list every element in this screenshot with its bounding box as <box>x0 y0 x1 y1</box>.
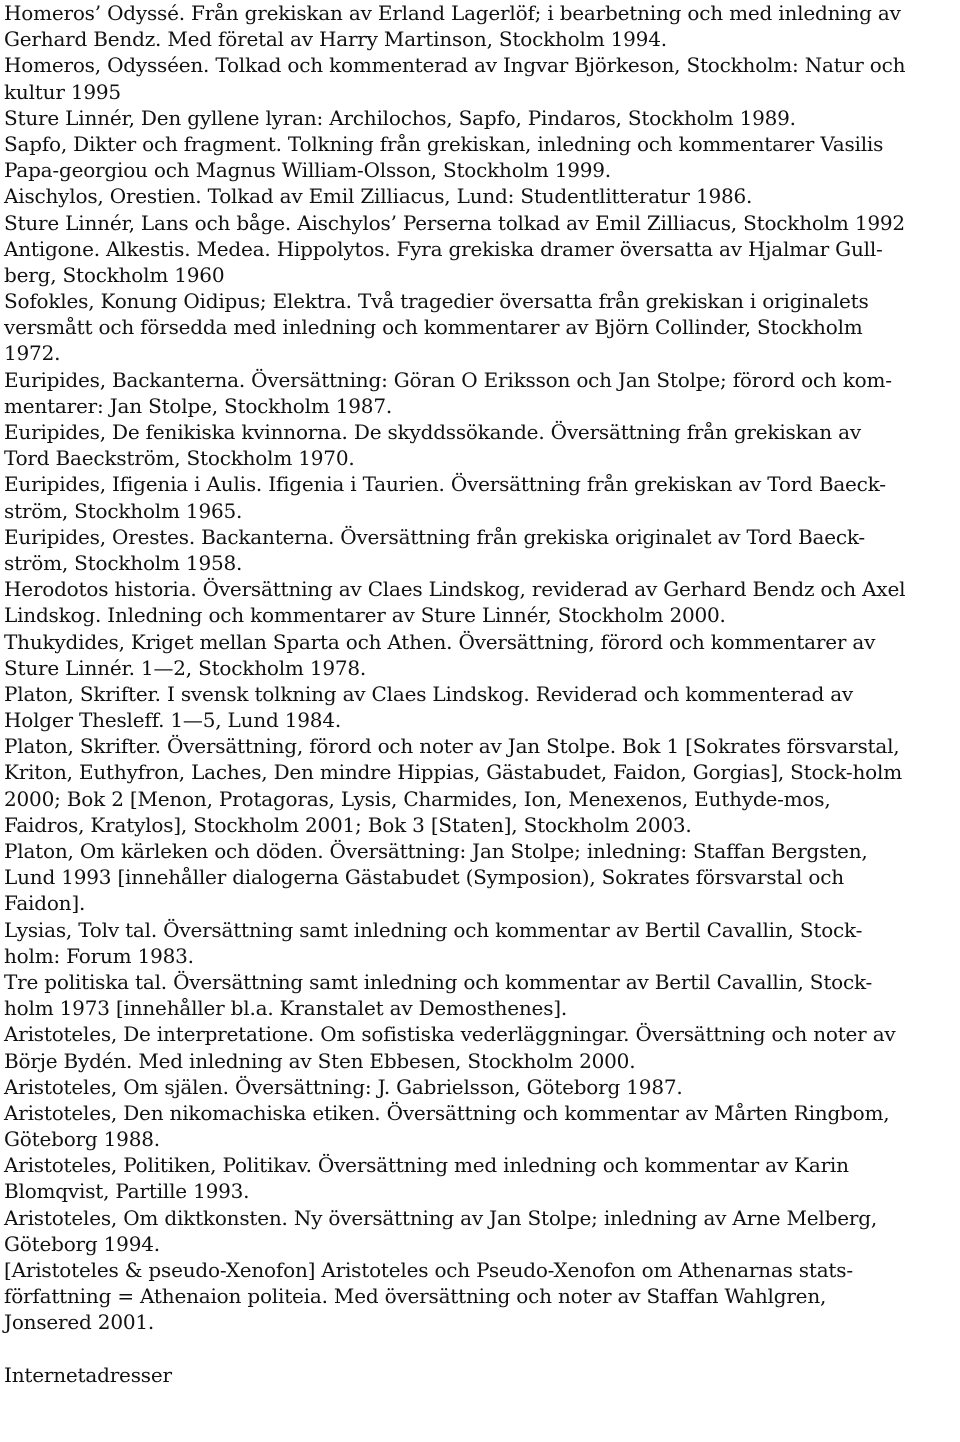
bibliography-line: Jonsered 2001. <box>4 1310 155 1335</box>
bibliography-line: Euripides, De fenikiska kvinnorna. De skyddssökande. Översättning från grekiskan av <box>4 420 861 444</box>
bibliography-line: Holger Thesleff. 1—5, Lund 1984. <box>4 708 342 733</box>
bibliography-line: Euripides, Orestes. Backanterna. Översättning från grekiska originalet av Tord Baeck- <box>4 524 865 549</box>
bibliography-line: Sture Linnér, Den gyllene lyran: Archilochos, Sapfo, Pindaros, Stockholm 1989. <box>4 105 796 130</box>
bibliography-line: Sapfo, Dikter och fragment. Tolkning från grekiskan, inledning och kommentarer Vasilis <box>4 131 884 156</box>
bibliography-line: Aristoteles, De interpretatione. Om sofistiska vederläggningar. Översättning och noter av <box>4 1022 896 1047</box>
bibliography-line: Faidros, Kratylos], Stockholm 2001; Bok 3 [Staten], Stockholm 2003. <box>4 812 692 837</box>
bibliography-line: Aristoteles, Om själen. Översättning: J. Gabrielsson, Göteborg 1987. <box>4 1074 683 1099</box>
bibliography-line: Platon, Om kärleken och döden. Översättning: Jan Stolpe; inledning: Staffan Bergsten, <box>4 839 868 863</box>
bibliography-line: Göteborg 1988. <box>4 1127 160 1152</box>
bibliography-line: Aischylos, Orestien. Tolkad av Emil Zilliacus, Lund: Studentlitteratur 1986. <box>4 184 753 209</box>
bibliography-line: Börje Bydén. Med inledning av Sten Ebbesen, Stockholm 2000. <box>4 1048 636 1073</box>
bibliography-line: Euripides, Ifigenia i Aulis. Ifigenia i Taurien. Översättning från grekiskan av Tord Baeck- <box>4 472 886 497</box>
bibliography-line: Göteborg 1994. <box>4 1231 160 1256</box>
bibliography-line: berg, Stockholm 1960 <box>4 262 225 287</box>
bibliography-line: Sture Linnér. 1—2, Stockholm 1978. <box>4 655 367 680</box>
bibliography-line: Papa-georgiou och Magnus William-Olsson, Stockholm 1999. <box>4 158 611 183</box>
bibliography-page <box>4 0 954 1388</box>
bibliography-line: Euripides, Backanterna. Översättning: Göran O Eriksson och Jan Stolpe; förord och kom- <box>4 367 892 392</box>
bibliography-line: ström, Stockholm 1958. <box>4 550 243 575</box>
bibliography-line: Aristoteles, Politiken, Politikav. Översättning med inledning och kommentar av Karin <box>4 1153 849 1178</box>
bibliography-line: holm 1973 [innehåller bl.a. Kranstalet av Demosthenes]. <box>4 996 568 1021</box>
bibliography-list <box>4 0 954 1336</box>
bibliography-line: Lindskog. Inledning och kommentarer av Sture Linnér, Stockholm 2000. <box>4 603 726 628</box>
bibliography-line: Thukydides, Kriget mellan Sparta och Athen. Översättning, förord och kommentarer av <box>4 629 876 654</box>
bibliography-line: Tord Baeckström, Stockholm 1970. <box>4 446 355 471</box>
bibliography-line: Tre politiska tal. Översättning samt inledning och kommentar av Bertil Cavallin, Stock- <box>4 969 873 994</box>
bibliography-line: 2000; Bok 2 [Menon, Protagoras, Lysis, Charmides, Ion, Menexenos, Euthyde-mos, <box>4 786 831 811</box>
bibliography-line: Homeros, Odysséen. Tolkad och kommenterad av Ingvar Björkeson, Stockholm: Natur och <box>4 53 906 78</box>
bibliography-line: versmått och försedda med inledning och kommentarer av Björn Collinder, Stockholm <box>4 315 863 340</box>
bibliography-line: Herodotos historia. Översättning av Claes Lindskog, reviderad av Gerhard Bendz och Axel <box>4 577 906 602</box>
bibliography-line: Blomqvist, Partille 1993. <box>4 1179 250 1204</box>
bibliography-line: Kriton, Euthyfron, Laches, Den mindre Hippias, Gästabudet, Faidon, Gorgias], Stock-holm <box>4 760 902 785</box>
bibliography-line: mentarer: Jan Stolpe, Stockholm 1987. <box>4 393 393 418</box>
bibliography-line: [Aristoteles & pseudo-Xenofon] Aristoteles och Pseudo-Xenofon om Athenarnas stats- <box>4 1258 853 1282</box>
bibliography-line: 1972. <box>4 341 61 366</box>
section-heading-internetadresser: Internetadresser <box>4 1362 172 1387</box>
bibliography-line: Gerhard Bendz. Med företal av Harry Martinson, Stockholm 1994. <box>4 27 667 52</box>
bibliography-line: Aristoteles, Den nikomachiska etiken. Översättning och kommentar av Mårten Ringbom, <box>4 1100 890 1125</box>
bibliography-line: Homeros’ Odyssé. Från grekiskan av Erland Lagerlöf; i bearbetning och med inledning av <box>4 1 901 25</box>
bibliography-line: Sture Linnér, Lans och båge. Aischylos’ Perserna tolkad av Emil Zilliacus, Stockholm 1992 <box>4 210 905 235</box>
bibliography-line: Platon, Skrifter. Översättning, förord och noter av Jan Stolpe. Bok 1 [Sokrates försvarstal, <box>4 734 900 759</box>
bibliography-line: kultur 1995 <box>4 79 121 104</box>
bibliography-line: holm: Forum 1983. <box>4 943 194 968</box>
bibliography-line: Lund 1993 [innehåller dialogerna Gästabudet (Symposion), Sokrates försvarstal och <box>4 865 844 890</box>
bibliography-line: Aristoteles, Om diktkonsten. Ny översättning av Jan Stolpe; inledning av Arne Melberg, <box>4 1205 877 1230</box>
bibliography-line: Sofokles, Konung Oidipus; Elektra. Två tragedier översatta från grekiskan i originalets <box>4 289 869 314</box>
bibliography-line: författning = Athenaion politeia. Med översättning och noter av Staffan Wahlgren, <box>4 1284 827 1309</box>
bibliography-line: Faidon]. <box>4 891 86 916</box>
section-spacer <box>4 1336 954 1362</box>
bibliography-line: Lysias, Tolv tal. Översättning samt inledning och kommentar av Bertil Cavallin, Stock- <box>4 917 863 942</box>
bibliography-line: Antigone. Alkestis. Medea. Hippolytos. Fyra grekiska dramer översatta av Hjalmar Gull- <box>4 236 883 261</box>
bibliography-line: ström, Stockholm 1965. <box>4 498 243 523</box>
bibliography-line: Platon, Skrifter. I svensk tolkning av Claes Lindskog. Reviderad och kommenterad av <box>4 681 854 706</box>
